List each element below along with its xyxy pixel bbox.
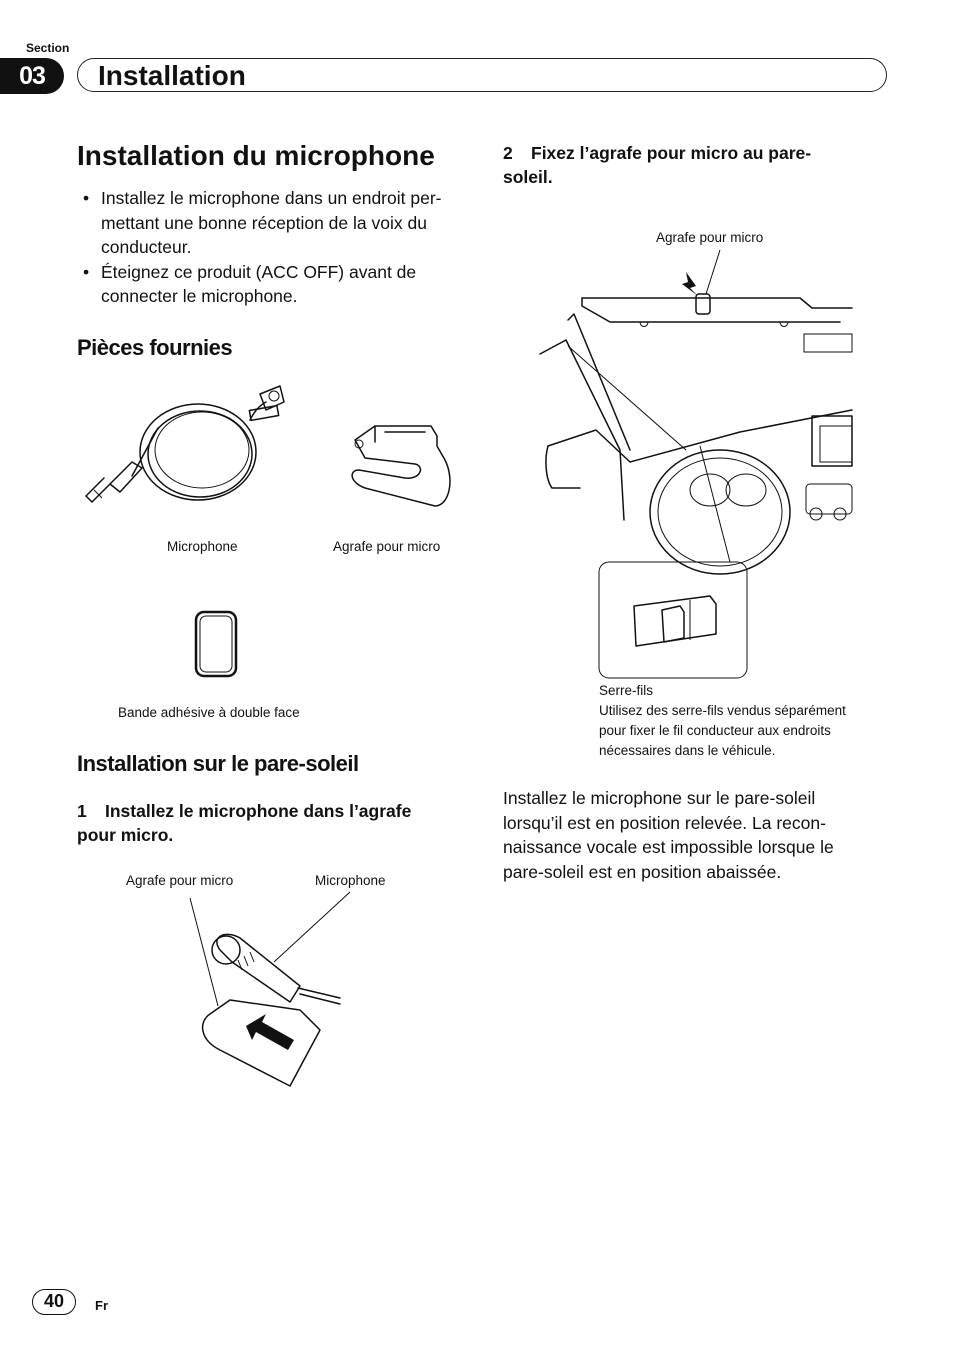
step-1-number: 1 bbox=[77, 801, 87, 821]
clamp-note: Utilisez des serre-fils vendus séparément pour fixer le fil conducteur aux endroits nécessaires dans le véhicule. bbox=[599, 703, 846, 758]
intro-bullet-1 bbox=[77, 186, 477, 260]
sunvisor-paragraph: Installez le microphone sur le pare-soleil lorsqu’il est en position relevée. La recon- naissance vocale est impossible lorsque le pare-soleil est en position abaissée. bbox=[503, 788, 834, 882]
section-label: Section bbox=[26, 41, 70, 55]
page-title: Installation du microphone bbox=[77, 140, 435, 171]
step-1-clip-label: Agrafe pour micro bbox=[126, 873, 234, 888]
header-title: Installation bbox=[98, 60, 246, 91]
intro-bullet-1-text: Installez le microphone dans un endroit per- mettant une bonne réception de la voix du conducteur. bbox=[101, 188, 442, 257]
adhesive-tape-illustration bbox=[192, 610, 240, 680]
page-number: 40 bbox=[32, 1289, 76, 1315]
microphone-caption: Microphone bbox=[167, 539, 238, 554]
language-code: Fr bbox=[95, 1298, 108, 1313]
clip-caption: Agrafe pour micro bbox=[333, 539, 441, 554]
step-2 bbox=[503, 141, 863, 189]
mic-clip-illustration bbox=[345, 420, 455, 510]
tape-caption: Bande adhésive à double face bbox=[118, 705, 300, 720]
intro-bullet-2 bbox=[77, 260, 477, 309]
step-2-text: Fixez l’agrafe pour micro au pare- soleil. bbox=[503, 143, 812, 187]
intro-bullet-2-text: Éteignez ce produit (ACC OFF) avant de connecter le microphone. bbox=[101, 261, 417, 306]
step-1-mic-label: Microphone bbox=[315, 873, 386, 888]
microphone-illustration bbox=[80, 380, 290, 520]
step-1-text: Installez le microphone dans l’agrafe pour micro. bbox=[77, 801, 412, 845]
section-number-badge: 03 bbox=[0, 58, 64, 94]
sunvisor-heading: Installation sur le pare-soleil bbox=[77, 751, 359, 776]
parts-heading: Pièces fournies bbox=[77, 335, 233, 360]
step-2-number: 2 bbox=[503, 143, 513, 163]
car-interior-illustration bbox=[540, 250, 852, 680]
intro-bullet-list bbox=[77, 186, 477, 309]
step-2-clip-label: Agrafe pour micro bbox=[656, 230, 764, 245]
clamp-label: Serre-fils bbox=[599, 683, 654, 698]
step-1 bbox=[77, 799, 477, 847]
step-1-illustration bbox=[190, 890, 350, 1090]
